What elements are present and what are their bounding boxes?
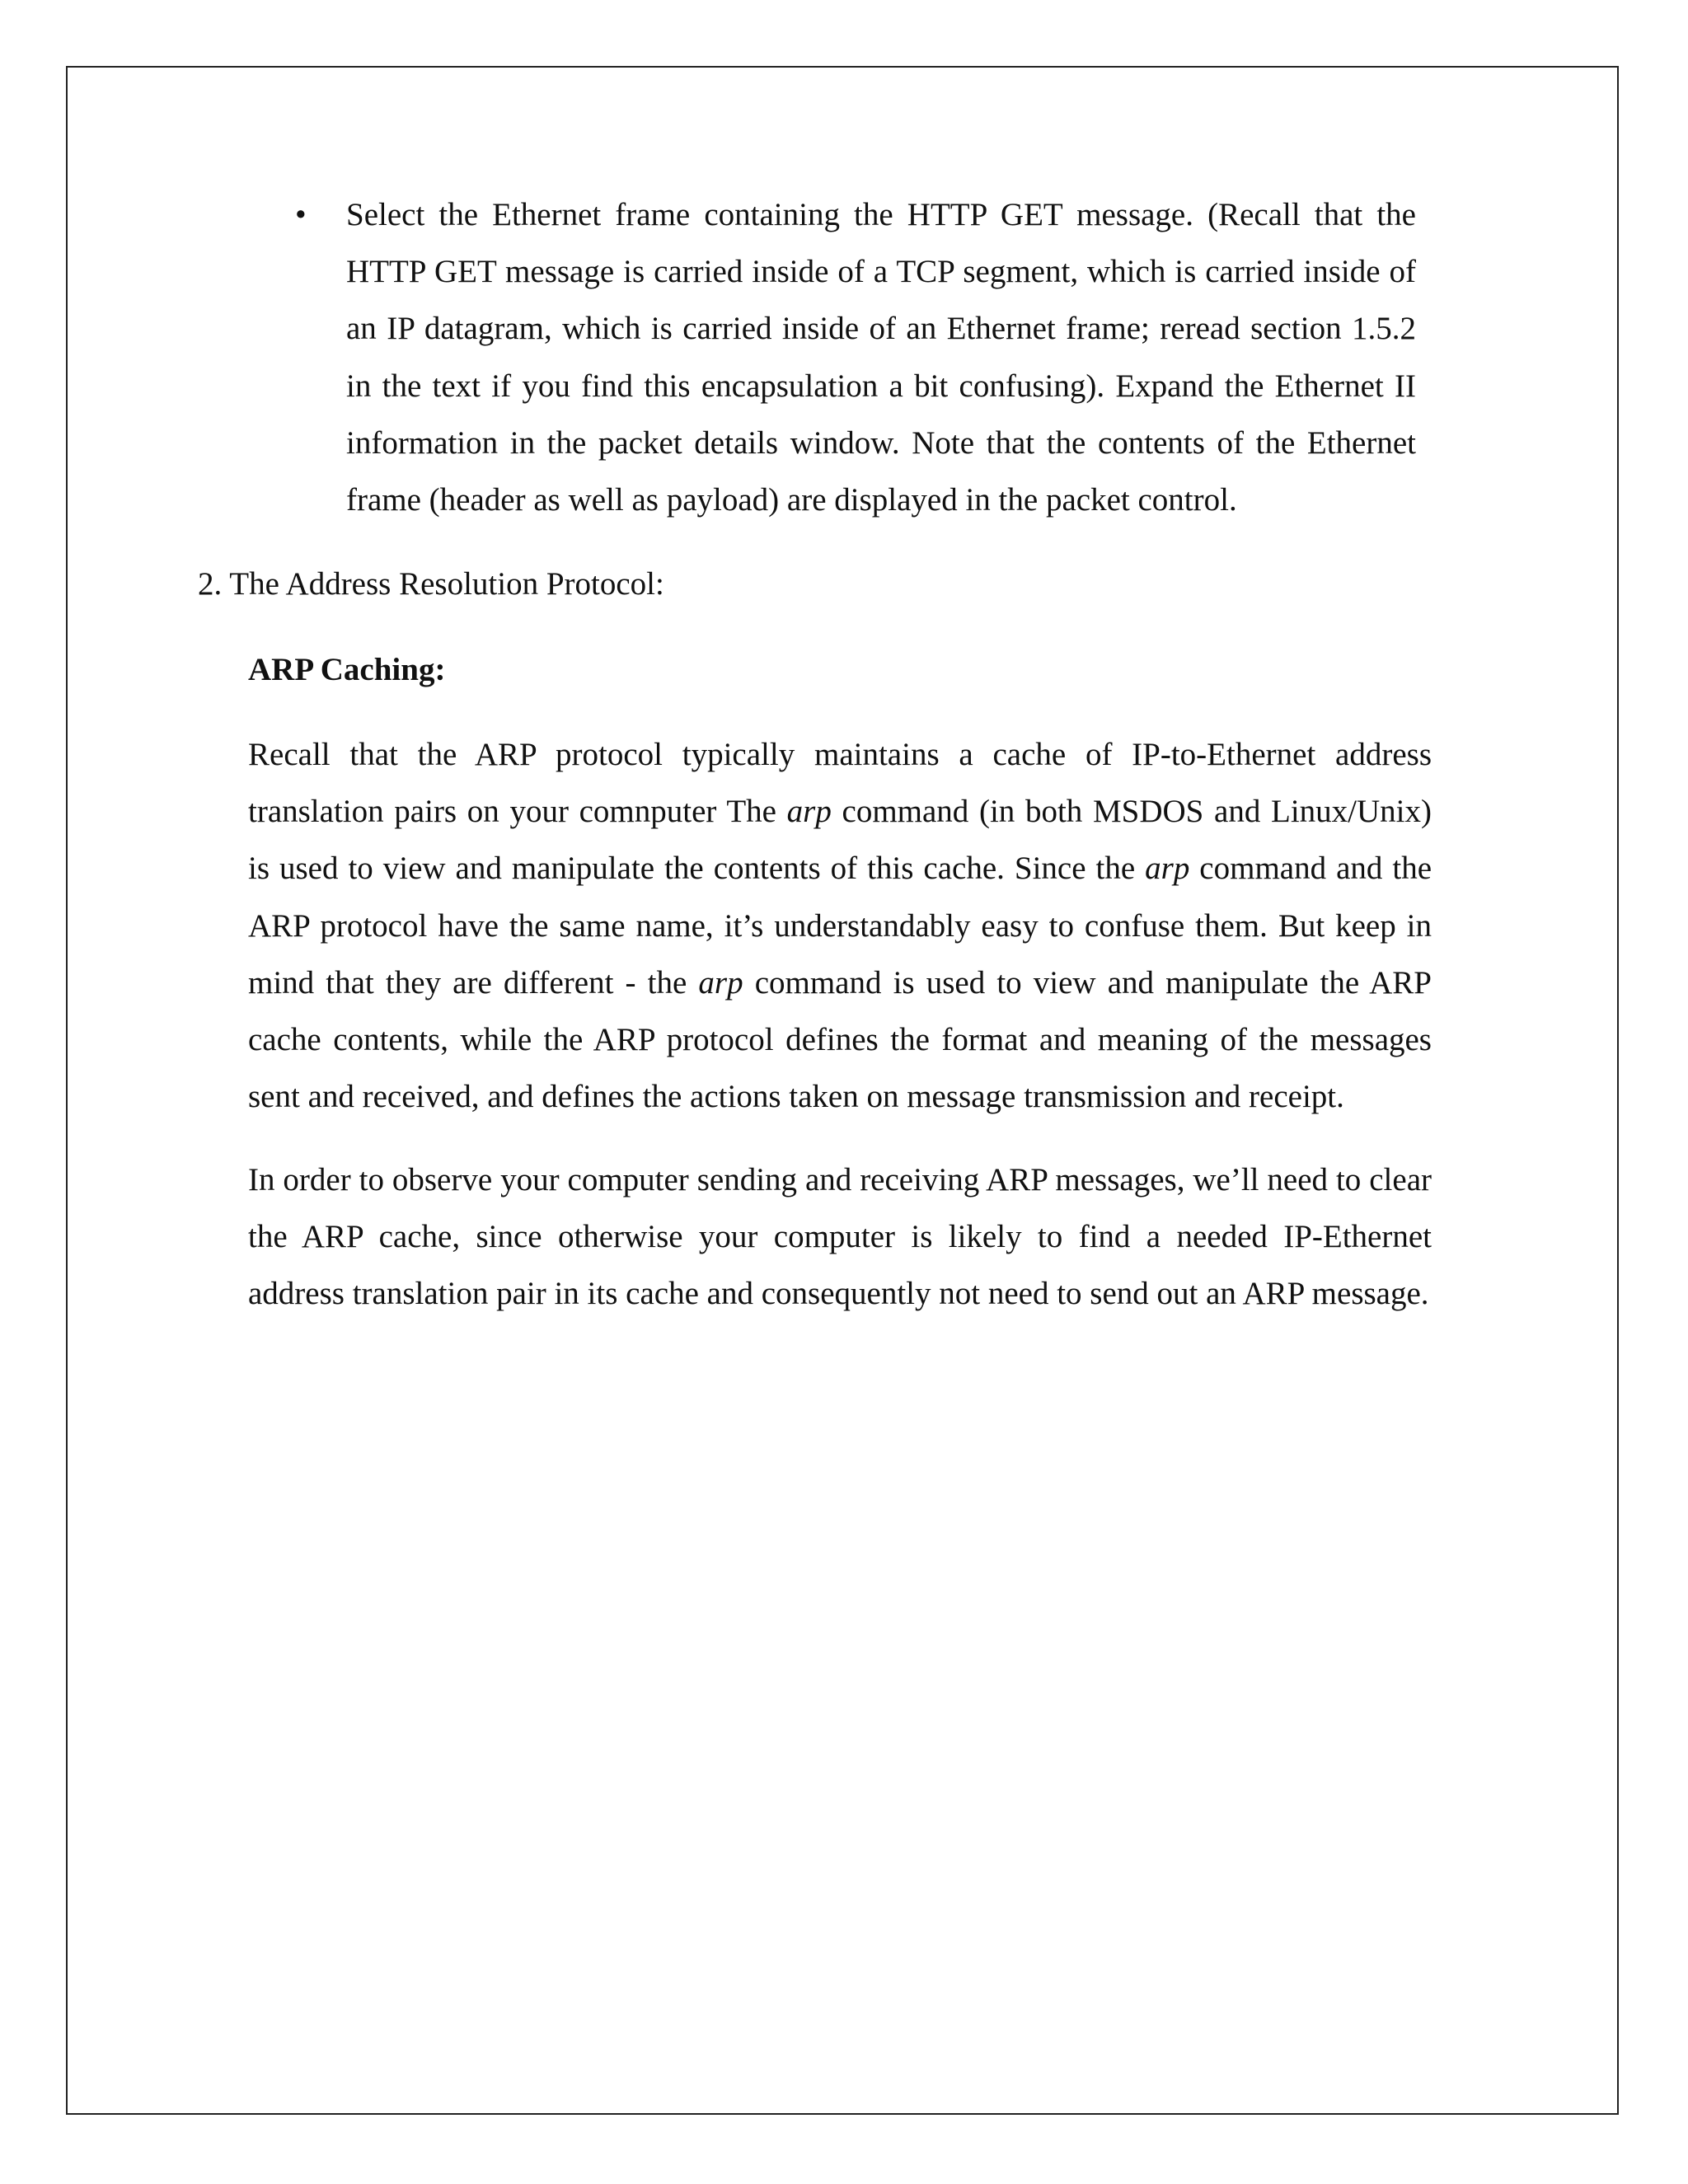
- bullet-paragraph: Select the Ethernet frame containing the HTTP GET message. (Recall that the HTTP GET message is carried inside of a TCP segment, which is carried inside of an IP datagram, which is carried inside of an Ethernet frame; reread section 1.5.2 in the text if you find this encapsulation a bit confusing). Expand the Ethernet II information in the packet details window. Note that the contents of the Ethernet frame (header as well as payload) are displayed in the packet control.: [346, 197, 1416, 518]
- paragraph-arp-cache-text-3: command and the ARP protocol have the same name, it’s understandably easy to confuse them. But keep in mind that they are different - the: [248, 851, 1432, 1001]
- arp-command-italic-1: arp: [786, 794, 832, 830]
- arp-command-italic-2: arp: [1145, 851, 1190, 887]
- subheading-arp-caching: ARP Caching:: [248, 652, 446, 687]
- paragraph-observe-arp: In order to observe your computer sending and receiving ARP messages, we’ll need to clear the ARP cache, since otherwise your computer is likely to find a needed IP-Ethernet address translation pair in its cache and consequently not need to send out an ARP message.: [248, 1162, 1432, 1312]
- paragraph-arp-cache-text-1: Recall that the ARP protocol typically maintains a cache of IP-to-Ethernet address translation pairs on your comnputer The: [248, 737, 1432, 830]
- paragraph-arp-cache-text-2: command (in both MSDOS and Linux/Unix) is used to view and manipulate the contents of this cache. Since the: [248, 794, 1432, 887]
- paragraph-arp-cache-text-4: command is used to view and manipulate the ARP cache contents, while the ARP protocol defines the format and meaning of the messages sent and received, and defines the actions taken on message transmission and receipt.: [248, 964, 1432, 1115]
- section-heading: 2. The Address Resolution Protocol:: [198, 566, 664, 602]
- paragraph-arp-cache: [248, 726, 1432, 1125]
- bullet-icon: •: [295, 197, 307, 232]
- arp-command-italic-3: arp: [698, 964, 743, 1001]
